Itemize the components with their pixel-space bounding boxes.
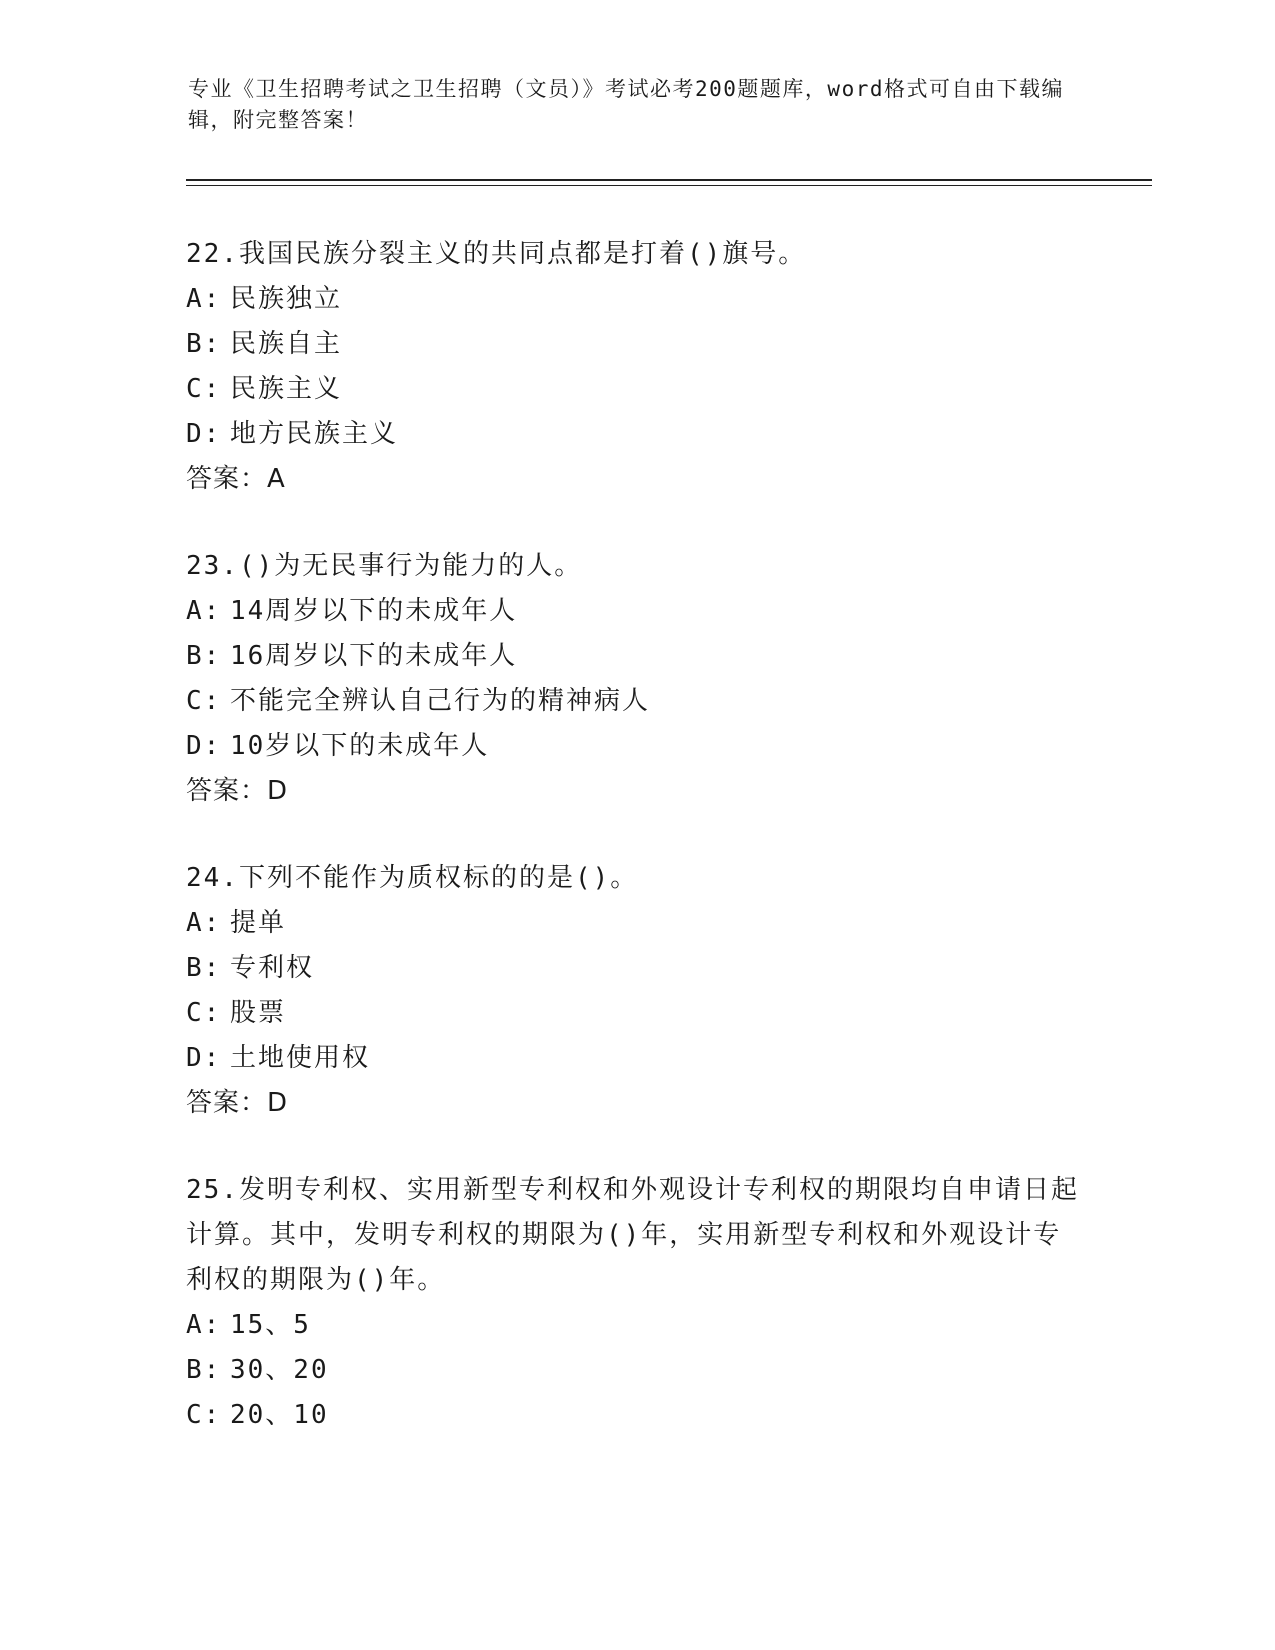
option-b	[186, 634, 1086, 679]
option-a	[186, 589, 1086, 634]
question-text: 25.发明专利权、实用新型专利权和外观设计专利权的期限均自申请日起计算。其中，发明专利权的期限为()年，实用新型专利权和外观设计专利权的期限为()年。	[186, 1175, 1079, 1295]
option-key: D:	[186, 1043, 222, 1073]
option-text: 专利权	[230, 953, 315, 983]
option-c	[186, 1393, 1086, 1438]
option-text: 土地使用权	[230, 1043, 371, 1073]
option-b	[186, 946, 1086, 991]
option-key: A:	[186, 908, 222, 938]
option-key: A:	[186, 596, 222, 626]
option-key: B:	[186, 641, 222, 671]
header-divider-thick	[186, 179, 1152, 181]
option-key: C:	[186, 374, 222, 404]
option-c	[186, 679, 1086, 724]
option-text: 14周岁以下的未成年人	[230, 596, 518, 626]
document-header: 专业《卫生招聘考试之卫生招聘（文员）》考试必考200题题库，word格式可自由下载编辑，附完整答案！	[188, 77, 1064, 132]
option-key: D:	[186, 419, 222, 449]
option-a	[186, 1303, 1086, 1348]
option-c	[186, 367, 1086, 412]
option-text: 不能完全辨认自己行为的精神病人	[230, 686, 651, 716]
option-text: 民族主义	[230, 374, 343, 404]
option-key: C:	[186, 686, 222, 716]
option-text: 15、5	[230, 1310, 311, 1340]
option-text: 16周岁以下的未成年人	[230, 641, 518, 671]
question-text: 22.我国民族分裂主义的共同点都是打着()旗号。	[186, 239, 807, 269]
option-b	[186, 322, 1086, 367]
question-text: 23.()为无民事行为能力的人。	[186, 551, 583, 581]
option-text: 民族自主	[230, 329, 343, 359]
option-key: D:	[186, 731, 222, 761]
option-text: 20、10	[230, 1400, 329, 1430]
option-text: 提单	[230, 908, 287, 938]
option-key: B:	[186, 953, 222, 983]
answer-text: 答案：D	[186, 776, 289, 806]
option-text: 10岁以下的未成年人	[230, 731, 490, 761]
option-b	[186, 1348, 1086, 1393]
option-key: A:	[186, 284, 222, 314]
header-divider-thin	[186, 185, 1152, 186]
option-text: 股票	[230, 998, 287, 1028]
option-a	[186, 277, 1086, 322]
option-text: 民族独立	[230, 284, 343, 314]
question-25	[186, 1168, 1086, 1438]
question-text: 24.下列不能作为质权标的的是()。	[186, 863, 639, 893]
option-d	[186, 724, 1086, 769]
option-c	[186, 991, 1086, 1036]
option-key: C:	[186, 998, 222, 1028]
option-key: C:	[186, 1400, 222, 1430]
answer-text: 答案：D	[186, 1088, 289, 1118]
option-text: 地方民族主义	[230, 419, 399, 449]
answer-text: 答案：A	[186, 464, 286, 494]
question-23	[186, 544, 1086, 814]
question-list	[186, 232, 1086, 1480]
option-d	[186, 412, 1086, 457]
option-key: B:	[186, 329, 222, 359]
option-key: B:	[186, 1355, 222, 1385]
question-24	[186, 856, 1086, 1126]
option-key: A:	[186, 1310, 222, 1340]
option-text: 30、20	[230, 1355, 329, 1385]
question-22	[186, 232, 1086, 502]
option-d	[186, 1036, 1086, 1081]
option-a	[186, 901, 1086, 946]
